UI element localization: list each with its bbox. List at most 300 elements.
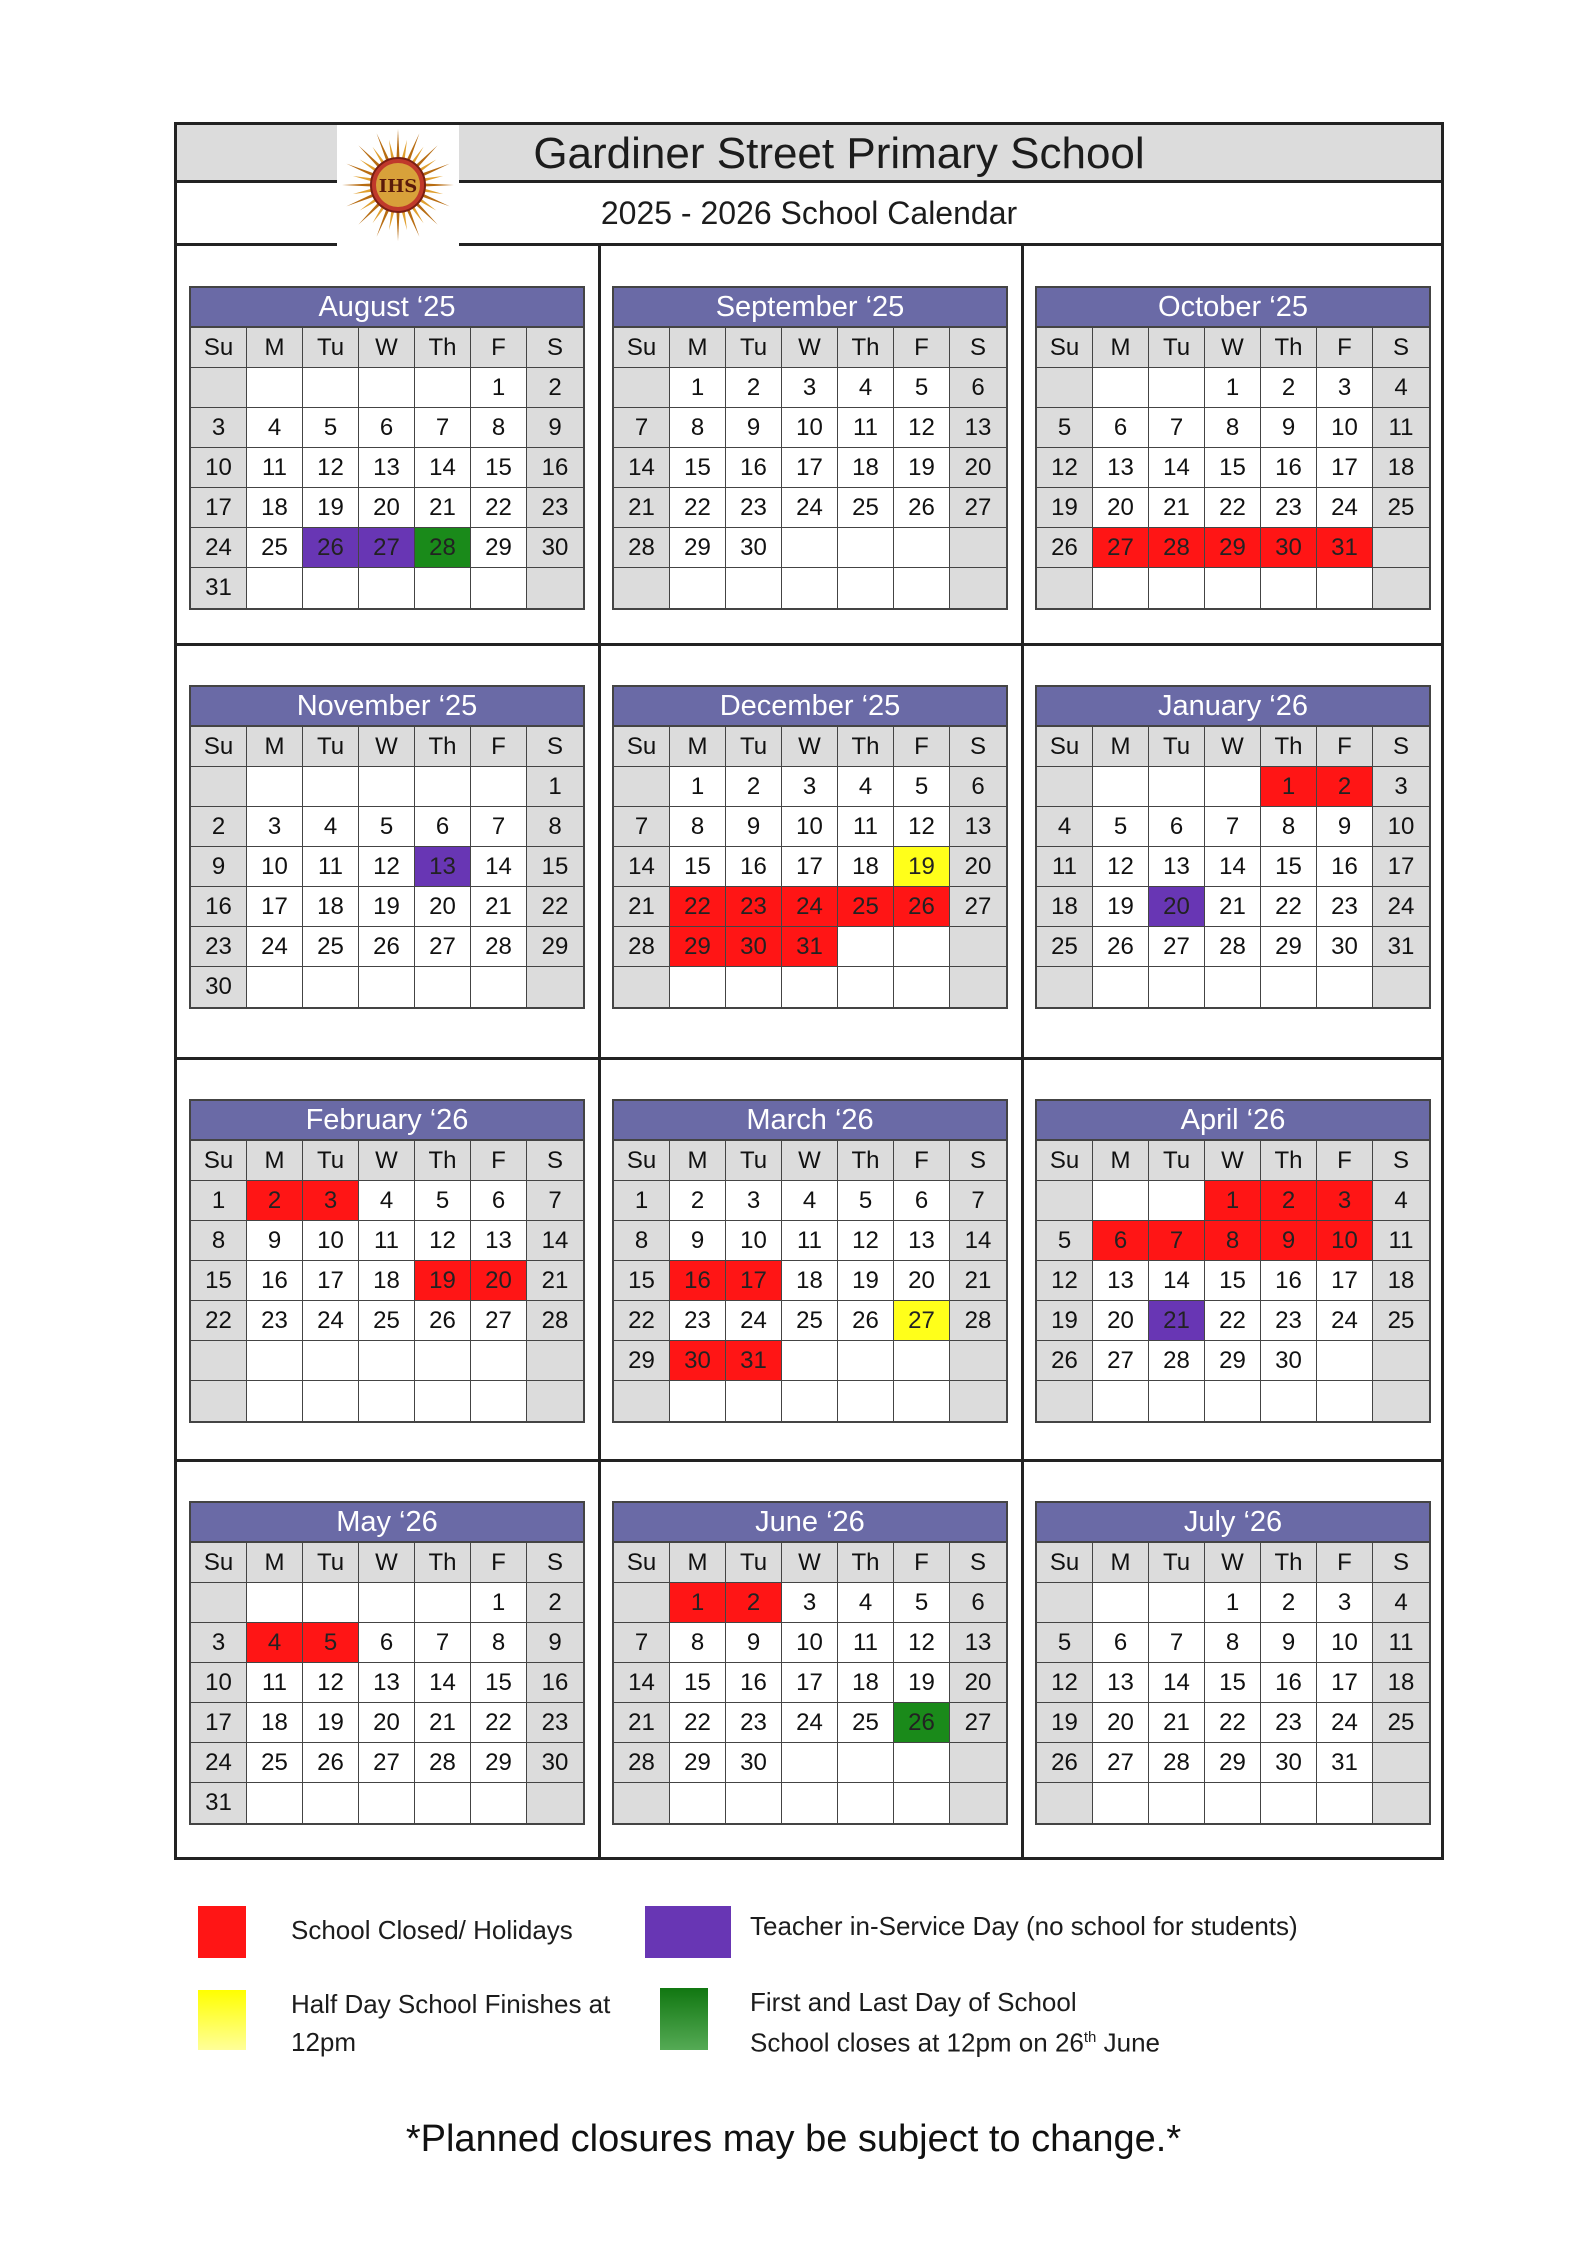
day-cell: 3 bbox=[191, 1623, 247, 1663]
empty-day-cell bbox=[471, 967, 527, 1007]
calendar-frame bbox=[174, 122, 1444, 1860]
empty-day-cell bbox=[1373, 528, 1429, 568]
month-title: July ‘26 bbox=[1037, 1503, 1429, 1543]
day-cell: 18 bbox=[303, 887, 359, 927]
day-cell: 31 bbox=[191, 568, 247, 608]
day-cell: 2 bbox=[1261, 1583, 1317, 1623]
month-grid bbox=[614, 328, 1006, 608]
weekday-label: W bbox=[359, 1543, 415, 1583]
empty-day-cell bbox=[782, 1743, 838, 1783]
weekday-label: W bbox=[1205, 1141, 1261, 1181]
day-cell: 31 bbox=[191, 1783, 247, 1823]
empty-day-cell bbox=[359, 1783, 415, 1823]
day-cell: 12 bbox=[303, 448, 359, 488]
legend-closed-label: School Closed/ Holidays bbox=[291, 1915, 573, 1945]
day-cell: 26 bbox=[1037, 1341, 1093, 1381]
day-cell: 22 bbox=[1205, 488, 1261, 528]
empty-day-cell bbox=[415, 1381, 471, 1421]
empty-day-cell bbox=[726, 967, 782, 1007]
day-cell: 28 bbox=[1205, 927, 1261, 967]
day-cell: 25 bbox=[1373, 1301, 1429, 1341]
empty-day-cell bbox=[247, 1381, 303, 1421]
day-cell: 12 bbox=[1093, 847, 1149, 887]
day-cell: 23 bbox=[527, 488, 583, 528]
day-cell: 24 bbox=[782, 488, 838, 528]
day-cell: 17 bbox=[782, 847, 838, 887]
day-cell: 28 bbox=[527, 1301, 583, 1341]
day-cell: 18 bbox=[1373, 448, 1429, 488]
empty-day-cell bbox=[950, 1341, 1006, 1381]
weekday-label: Th bbox=[1261, 1141, 1317, 1181]
empty-day-cell bbox=[894, 528, 950, 568]
day-cell: 28 bbox=[614, 927, 670, 967]
logo-lettering: IHS bbox=[378, 176, 418, 197]
day-cell: 18 bbox=[838, 448, 894, 488]
empty-day-cell bbox=[247, 1583, 303, 1623]
weekday-label: S bbox=[527, 1141, 583, 1181]
empty-day-cell bbox=[471, 767, 527, 807]
weekday-label: W bbox=[782, 1141, 838, 1181]
day-cell: 1 bbox=[1205, 1181, 1261, 1221]
empty-day-cell bbox=[303, 1783, 359, 1823]
empty-day-cell bbox=[1205, 1381, 1261, 1421]
month-calendar bbox=[612, 1501, 1008, 1825]
day-cell: 25 bbox=[838, 1703, 894, 1743]
day-cell: 11 bbox=[1373, 1623, 1429, 1663]
day-cell: 28 bbox=[614, 528, 670, 568]
day-cell: 25 bbox=[782, 1301, 838, 1341]
weekday-label: M bbox=[670, 1141, 726, 1181]
day-cell: 4 bbox=[838, 767, 894, 807]
day-cell: 4 bbox=[782, 1181, 838, 1221]
day-cell: 30 bbox=[527, 528, 583, 568]
legend-firstlast-text: School closes at 12pm on 26 bbox=[750, 2027, 1084, 2058]
day-cell: 2 bbox=[1317, 767, 1373, 807]
day-cell: 2 bbox=[726, 1583, 782, 1623]
weekday-label: Su bbox=[191, 1543, 247, 1583]
empty-day-cell bbox=[1149, 1583, 1205, 1623]
day-cell: 27 bbox=[359, 1743, 415, 1783]
day-cell: 14 bbox=[415, 448, 471, 488]
day-cell: 19 bbox=[838, 1261, 894, 1301]
empty-day-cell bbox=[614, 767, 670, 807]
day-cell: 15 bbox=[191, 1261, 247, 1301]
weekday-label: M bbox=[1093, 1543, 1149, 1583]
day-cell: 7 bbox=[614, 807, 670, 847]
day-cell: 10 bbox=[1317, 1221, 1373, 1261]
day-cell: 17 bbox=[247, 887, 303, 927]
day-cell: 3 bbox=[782, 767, 838, 807]
weekday-label: Tu bbox=[1149, 1543, 1205, 1583]
legend-swatch-halfday bbox=[198, 1990, 246, 2050]
weekday-label: Tu bbox=[726, 727, 782, 767]
weekday-label: F bbox=[471, 727, 527, 767]
day-cell: 20 bbox=[1093, 1703, 1149, 1743]
day-cell: 19 bbox=[359, 887, 415, 927]
day-cell: 20 bbox=[950, 448, 1006, 488]
empty-day-cell bbox=[838, 1381, 894, 1421]
legend-firstlast-end: June bbox=[1096, 2027, 1160, 2058]
day-cell: 2 bbox=[247, 1181, 303, 1221]
day-cell: 17 bbox=[303, 1261, 359, 1301]
weekday-label: F bbox=[1317, 1141, 1373, 1181]
day-cell: 12 bbox=[894, 807, 950, 847]
empty-day-cell bbox=[726, 1783, 782, 1823]
day-cell: 14 bbox=[614, 1663, 670, 1703]
empty-day-cell bbox=[527, 1381, 583, 1421]
day-cell: 15 bbox=[670, 847, 726, 887]
day-cell: 24 bbox=[782, 1703, 838, 1743]
day-cell: 16 bbox=[527, 1663, 583, 1703]
day-cell: 25 bbox=[1373, 488, 1429, 528]
month-title: June ‘26 bbox=[614, 1503, 1006, 1543]
weekday-label: S bbox=[527, 727, 583, 767]
empty-day-cell bbox=[527, 568, 583, 608]
empty-day-cell bbox=[726, 568, 782, 608]
day-cell: 27 bbox=[950, 1703, 1006, 1743]
day-cell: 3 bbox=[1317, 1583, 1373, 1623]
day-cell: 18 bbox=[247, 1703, 303, 1743]
empty-day-cell bbox=[782, 568, 838, 608]
weekday-label: F bbox=[1317, 1543, 1373, 1583]
weekday-label: Th bbox=[415, 1141, 471, 1181]
day-cell: 6 bbox=[950, 767, 1006, 807]
day-cell: 3 bbox=[782, 368, 838, 408]
weekday-label: F bbox=[471, 1543, 527, 1583]
weekday-label: S bbox=[1373, 328, 1429, 368]
empty-day-cell bbox=[359, 1341, 415, 1381]
day-cell: 20 bbox=[359, 488, 415, 528]
empty-day-cell bbox=[303, 767, 359, 807]
day-cell: 15 bbox=[527, 847, 583, 887]
month-calendar bbox=[1035, 685, 1431, 1009]
empty-day-cell bbox=[191, 1341, 247, 1381]
empty-day-cell bbox=[303, 1341, 359, 1381]
empty-day-cell bbox=[415, 1341, 471, 1381]
day-cell: 17 bbox=[782, 1663, 838, 1703]
day-cell: 11 bbox=[838, 408, 894, 448]
day-cell: 4 bbox=[247, 1623, 303, 1663]
empty-day-cell bbox=[303, 568, 359, 608]
day-cell: 6 bbox=[1149, 807, 1205, 847]
day-cell: 22 bbox=[1261, 887, 1317, 927]
day-cell: 19 bbox=[1093, 887, 1149, 927]
weekday-label: W bbox=[359, 328, 415, 368]
day-cell: 29 bbox=[1205, 1743, 1261, 1783]
day-cell: 30 bbox=[1261, 1341, 1317, 1381]
empty-day-cell bbox=[614, 1783, 670, 1823]
day-cell: 23 bbox=[1261, 488, 1317, 528]
day-cell: 15 bbox=[471, 448, 527, 488]
day-cell: 28 bbox=[471, 927, 527, 967]
empty-day-cell bbox=[359, 368, 415, 408]
empty-day-cell bbox=[1373, 1743, 1429, 1783]
day-cell: 10 bbox=[782, 408, 838, 448]
day-cell: 14 bbox=[527, 1221, 583, 1261]
day-cell: 1 bbox=[191, 1181, 247, 1221]
weekday-label: S bbox=[950, 328, 1006, 368]
day-cell: 10 bbox=[1373, 807, 1429, 847]
weekday-label: M bbox=[1093, 727, 1149, 767]
empty-day-cell bbox=[1149, 767, 1205, 807]
empty-day-cell bbox=[415, 967, 471, 1007]
day-cell: 29 bbox=[527, 927, 583, 967]
empty-day-cell bbox=[614, 1583, 670, 1623]
day-cell: 4 bbox=[1373, 1181, 1429, 1221]
month-calendar bbox=[189, 685, 585, 1009]
day-cell: 24 bbox=[191, 1743, 247, 1783]
month-title: October ‘25 bbox=[1037, 288, 1429, 328]
day-cell: 9 bbox=[726, 1623, 782, 1663]
empty-day-cell bbox=[838, 528, 894, 568]
month-title: January ‘26 bbox=[1037, 687, 1429, 727]
empty-day-cell bbox=[359, 1583, 415, 1623]
day-cell: 17 bbox=[1317, 1261, 1373, 1301]
day-cell: 22 bbox=[471, 488, 527, 528]
day-cell: 1 bbox=[471, 368, 527, 408]
day-cell: 14 bbox=[614, 448, 670, 488]
day-cell: 5 bbox=[894, 1583, 950, 1623]
day-cell: 31 bbox=[726, 1341, 782, 1381]
day-cell: 28 bbox=[1149, 1341, 1205, 1381]
day-cell: 8 bbox=[670, 1623, 726, 1663]
day-cell: 16 bbox=[247, 1261, 303, 1301]
month-grid bbox=[191, 1141, 583, 1421]
empty-day-cell bbox=[1317, 568, 1373, 608]
day-cell: 18 bbox=[247, 488, 303, 528]
empty-day-cell bbox=[471, 568, 527, 608]
empty-day-cell bbox=[415, 767, 471, 807]
day-cell: 12 bbox=[1037, 1663, 1093, 1703]
day-cell: 6 bbox=[1093, 1221, 1149, 1261]
weekday-label: S bbox=[1373, 1141, 1429, 1181]
legend bbox=[0, 1870, 1587, 2070]
day-cell: 16 bbox=[726, 847, 782, 887]
day-cell: 7 bbox=[614, 1623, 670, 1663]
day-cell: 7 bbox=[1205, 807, 1261, 847]
day-cell: 8 bbox=[471, 408, 527, 448]
day-cell: 6 bbox=[359, 408, 415, 448]
empty-day-cell bbox=[247, 368, 303, 408]
day-cell: 14 bbox=[415, 1663, 471, 1703]
day-cell: 9 bbox=[1261, 1623, 1317, 1663]
empty-day-cell bbox=[1093, 967, 1149, 1007]
day-cell: 5 bbox=[1037, 408, 1093, 448]
weekday-label: Th bbox=[838, 727, 894, 767]
day-cell: 14 bbox=[614, 847, 670, 887]
weekday-label: Th bbox=[838, 328, 894, 368]
day-cell: 10 bbox=[247, 847, 303, 887]
day-cell: 25 bbox=[247, 528, 303, 568]
day-cell: 17 bbox=[726, 1261, 782, 1301]
day-cell: 13 bbox=[950, 408, 1006, 448]
day-cell: 1 bbox=[1205, 1583, 1261, 1623]
weekday-label: Tu bbox=[303, 328, 359, 368]
weekday-label: S bbox=[950, 1141, 1006, 1181]
day-cell: 10 bbox=[191, 1663, 247, 1703]
empty-day-cell bbox=[950, 967, 1006, 1007]
day-cell: 27 bbox=[950, 887, 1006, 927]
day-cell: 26 bbox=[838, 1301, 894, 1341]
empty-day-cell bbox=[191, 368, 247, 408]
day-cell: 15 bbox=[1261, 847, 1317, 887]
weekday-label: Su bbox=[1037, 1543, 1093, 1583]
day-cell: 9 bbox=[1261, 408, 1317, 448]
weekday-label: W bbox=[1205, 328, 1261, 368]
day-cell: 25 bbox=[247, 1743, 303, 1783]
day-cell: 13 bbox=[359, 448, 415, 488]
day-cell: 4 bbox=[1037, 807, 1093, 847]
day-cell: 27 bbox=[471, 1301, 527, 1341]
row-divider bbox=[177, 1459, 1441, 1462]
day-cell: 26 bbox=[303, 1743, 359, 1783]
empty-day-cell bbox=[1373, 568, 1429, 608]
sunburst-icon bbox=[337, 125, 459, 246]
day-cell: 2 bbox=[1261, 368, 1317, 408]
day-cell: 26 bbox=[1093, 927, 1149, 967]
day-cell: 1 bbox=[471, 1583, 527, 1623]
day-cell: 2 bbox=[527, 1583, 583, 1623]
day-cell: 6 bbox=[950, 1583, 1006, 1623]
month-calendar bbox=[612, 286, 1008, 610]
day-cell: 1 bbox=[670, 767, 726, 807]
weekday-label: W bbox=[359, 1141, 415, 1181]
day-cell: 2 bbox=[670, 1181, 726, 1221]
day-cell: 14 bbox=[1149, 448, 1205, 488]
day-cell: 5 bbox=[359, 807, 415, 847]
day-cell: 28 bbox=[1149, 528, 1205, 568]
day-cell: 23 bbox=[1261, 1703, 1317, 1743]
legend-firstlast-sup: th bbox=[1083, 2029, 1097, 2046]
empty-day-cell bbox=[1037, 1381, 1093, 1421]
day-cell: 18 bbox=[1373, 1663, 1429, 1703]
day-cell: 21 bbox=[471, 887, 527, 927]
row-divider bbox=[177, 1057, 1441, 1060]
legend-swatch-firstlast bbox=[660, 1988, 708, 2050]
empty-day-cell bbox=[415, 568, 471, 608]
day-cell: 2 bbox=[726, 767, 782, 807]
empty-day-cell bbox=[838, 1743, 894, 1783]
weekday-label: M bbox=[247, 1141, 303, 1181]
empty-day-cell bbox=[1093, 368, 1149, 408]
empty-day-cell bbox=[247, 767, 303, 807]
day-cell: 30 bbox=[670, 1341, 726, 1381]
empty-day-cell bbox=[359, 767, 415, 807]
day-cell: 7 bbox=[415, 408, 471, 448]
empty-day-cell bbox=[1149, 1783, 1205, 1823]
day-cell: 28 bbox=[415, 528, 471, 568]
weekday-label: Su bbox=[1037, 328, 1093, 368]
day-cell: 29 bbox=[670, 1743, 726, 1783]
day-cell: 12 bbox=[894, 1623, 950, 1663]
empty-day-cell bbox=[894, 1743, 950, 1783]
empty-day-cell bbox=[303, 967, 359, 1007]
day-cell: 13 bbox=[359, 1663, 415, 1703]
empty-day-cell bbox=[838, 1341, 894, 1381]
weekday-label: Tu bbox=[726, 328, 782, 368]
day-cell: 10 bbox=[782, 807, 838, 847]
day-cell: 22 bbox=[527, 887, 583, 927]
day-cell: 26 bbox=[303, 528, 359, 568]
day-cell: 18 bbox=[1037, 887, 1093, 927]
day-cell: 2 bbox=[191, 807, 247, 847]
month-grid bbox=[1037, 1543, 1429, 1823]
day-cell: 20 bbox=[359, 1703, 415, 1743]
empty-day-cell bbox=[471, 1783, 527, 1823]
month-title: April ‘26 bbox=[1037, 1101, 1429, 1141]
day-cell: 23 bbox=[191, 927, 247, 967]
weekday-label: M bbox=[247, 727, 303, 767]
day-cell: 27 bbox=[359, 528, 415, 568]
day-cell: 26 bbox=[894, 488, 950, 528]
day-cell: 11 bbox=[247, 448, 303, 488]
day-cell: 13 bbox=[415, 847, 471, 887]
day-cell: 19 bbox=[303, 488, 359, 528]
day-cell: 18 bbox=[1373, 1261, 1429, 1301]
month-grid bbox=[1037, 328, 1429, 608]
empty-day-cell bbox=[614, 568, 670, 608]
weekday-label: Su bbox=[614, 1141, 670, 1181]
empty-day-cell bbox=[670, 568, 726, 608]
day-cell: 30 bbox=[1317, 927, 1373, 967]
weekday-label: Tu bbox=[303, 1543, 359, 1583]
empty-day-cell bbox=[1037, 368, 1093, 408]
empty-day-cell bbox=[1373, 1381, 1429, 1421]
day-cell: 20 bbox=[1093, 1301, 1149, 1341]
empty-day-cell bbox=[1317, 1341, 1373, 1381]
day-cell: 6 bbox=[415, 807, 471, 847]
empty-day-cell bbox=[1205, 767, 1261, 807]
day-cell: 12 bbox=[303, 1663, 359, 1703]
day-cell: 17 bbox=[1373, 847, 1429, 887]
month-calendar bbox=[189, 286, 585, 610]
day-cell: 27 bbox=[1149, 927, 1205, 967]
day-cell: 14 bbox=[471, 847, 527, 887]
weekday-label: F bbox=[894, 328, 950, 368]
empty-day-cell bbox=[894, 568, 950, 608]
empty-day-cell bbox=[303, 368, 359, 408]
weekday-label: Th bbox=[1261, 727, 1317, 767]
empty-day-cell bbox=[415, 1583, 471, 1623]
day-cell: 1 bbox=[1261, 767, 1317, 807]
day-cell: 28 bbox=[950, 1301, 1006, 1341]
weekday-label: M bbox=[247, 1543, 303, 1583]
day-cell: 5 bbox=[894, 767, 950, 807]
day-cell: 24 bbox=[303, 1301, 359, 1341]
day-cell: 11 bbox=[303, 847, 359, 887]
day-cell: 20 bbox=[894, 1261, 950, 1301]
day-cell: 4 bbox=[1373, 368, 1429, 408]
legend-inservice-label: Teacher in-Service Day (no school for students) bbox=[750, 1911, 1298, 1941]
day-cell: 22 bbox=[1205, 1301, 1261, 1341]
empty-day-cell bbox=[247, 568, 303, 608]
day-cell: 2 bbox=[726, 368, 782, 408]
day-cell: 30 bbox=[726, 1743, 782, 1783]
day-cell: 26 bbox=[1037, 1743, 1093, 1783]
empty-day-cell bbox=[1261, 568, 1317, 608]
month-title: May ‘26 bbox=[191, 1503, 583, 1543]
day-cell: 5 bbox=[894, 368, 950, 408]
day-cell: 17 bbox=[191, 488, 247, 528]
day-cell: 23 bbox=[726, 488, 782, 528]
day-cell: 15 bbox=[1205, 1663, 1261, 1703]
weekday-label: Su bbox=[191, 328, 247, 368]
day-cell: 3 bbox=[191, 408, 247, 448]
day-cell: 4 bbox=[359, 1181, 415, 1221]
empty-day-cell bbox=[1037, 967, 1093, 1007]
day-cell: 30 bbox=[191, 967, 247, 1007]
day-cell: 7 bbox=[1149, 408, 1205, 448]
